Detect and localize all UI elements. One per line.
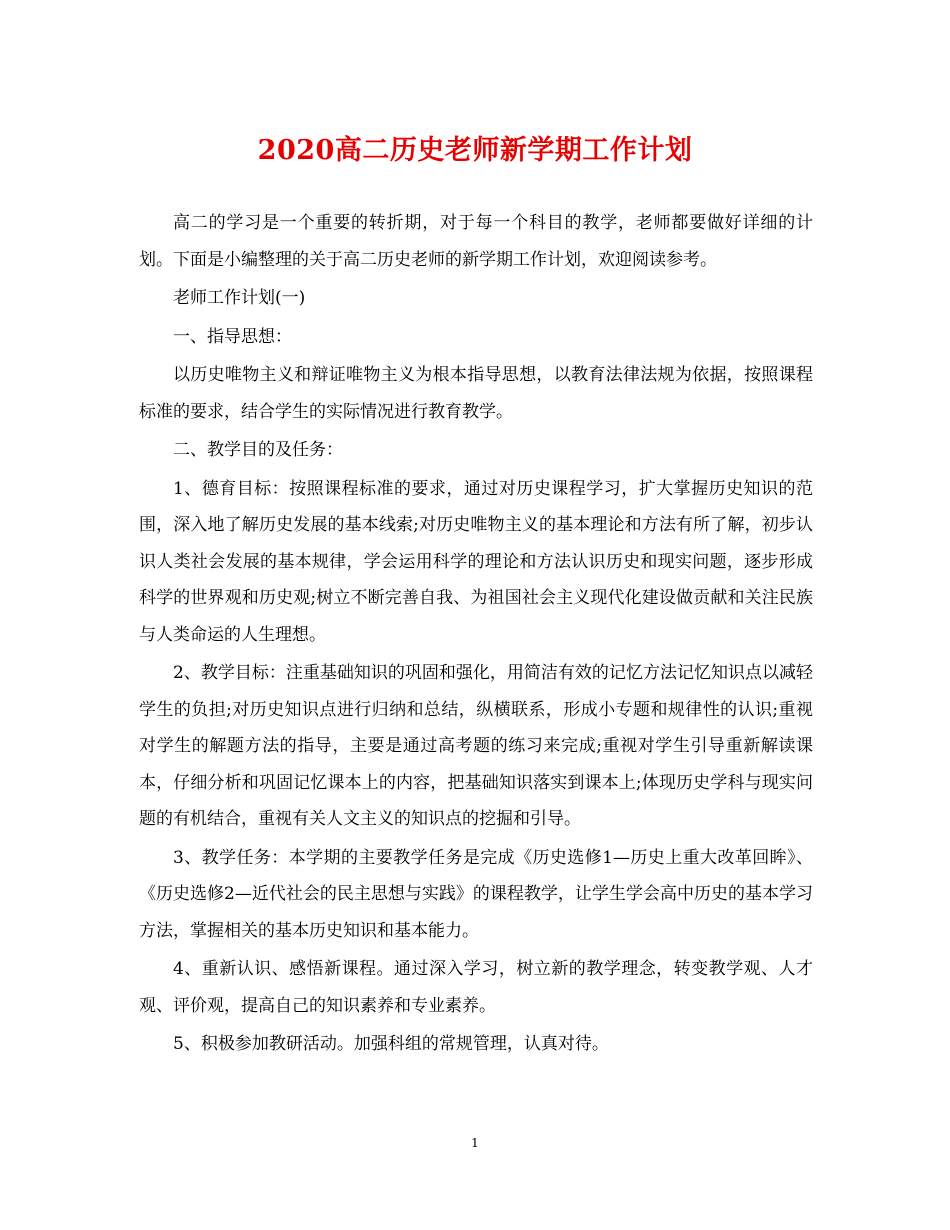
- paragraph-section-2-heading: 二、教学目的及任务：: [173, 440, 343, 460]
- paragraph-teaching-task: 3、教学任务：本学期的主要教学任务是完成《历史选修1—历史上重大改革回眸》、《历史选修2—近代社会的民主思想与实践》的课程教学，让学生学会高中历史的基本学习方法，掌握相关的基本历史知识和基本能力。: [139, 847, 813, 941]
- paragraph-new-curriculum: 4、重新认识、感悟新课程。通过深入学习，树立新的教学理念，转变教学观、人才观、评价观，提高自己的知识素养和专业素养。: [139, 959, 813, 1016]
- paragraph-moral-goal: 1、德育目标：按照课程标准的要求，通过对历史课程学习，扩大掌握历史知识的范围，深入地了解历史发展的基本线索;对历史唯物主义的基本理论和方法有所了解，初步认识人类社会发展的基本规律，学会运用科学的理论和方法认识历史和现实问题，逐步形成科学的世界观和历史观;树立不断完善自我、为祖国社会主义现代化建设做贡献和关注民族与人类命运的人生理想。: [139, 478, 813, 645]
- paragraph-guiding-thought: 以历史唯物主义和辩证唯物主义为根本指导思想，以教育法律法规为依据，按照课程标准的要求，结合学生的实际情况进行教育教学。: [139, 365, 813, 422]
- document-title: 2020高二历史老师新学期工作计划: [257, 135, 693, 166]
- page-number: 1: [471, 1136, 479, 1150]
- document-body: [139, 205, 813, 1065]
- paragraph-research-activity: 5、积极参加教研活动。加强科组的常规管理，认真对待。: [173, 1034, 609, 1054]
- paragraph-plan-heading: 老师工作计划(一): [173, 288, 306, 308]
- paragraph-intro: 高二的学习是一个重要的转折期，对于每一个科目的教学，老师都要做好详细的计划。下面是小编整理的关于高二历史老师的新学期工作计划，欢迎阅读参考。: [139, 213, 813, 270]
- paragraph-section-1-heading: 一、指导思想：: [173, 326, 292, 347]
- paragraph-teaching-goal: 2、教学目标：注重基础知识的巩固和强化，用简洁有效的记忆方法记忆知识点以减轻学生的负担;对历史知识点进行归纳和总结，纵横联系，形成小专题和规律性的认识;重视对学生的解题方法的指导，主要是通过高考题的练习来完成;重视对学生引导重新解读课本，仔细分析和巩固记忆课本上的内容，把基础知识落实到课本上;体现历史学科与现实问题的有机结合，重视有关人文主义的知识点的挖掘和引导。: [139, 663, 813, 829]
